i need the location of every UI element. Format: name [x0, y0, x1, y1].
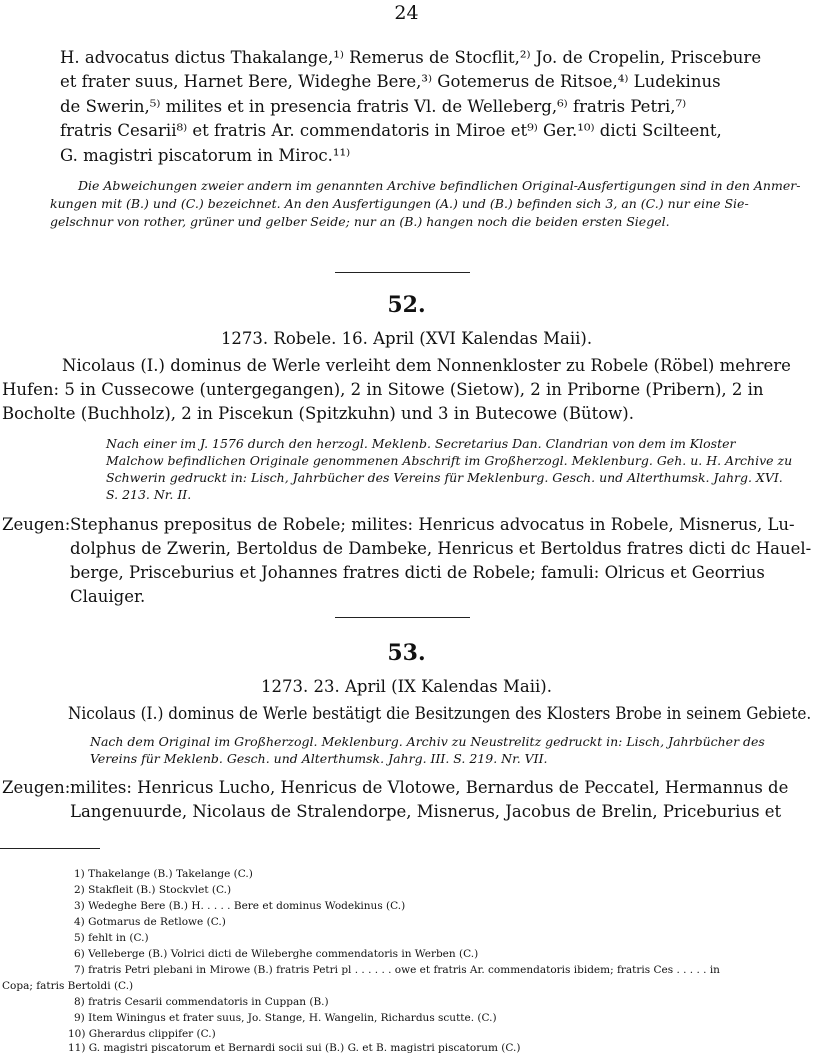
- footnote: 2) Stakfleit (B.) Stockvlet (C.): [74, 884, 232, 896]
- witness-line: berge, Prisceburius et Johannes fratres dicti de Robele; famuli: Olricus et Georrius: [70, 563, 765, 582]
- summary-line: Nicolaus (I.) dominus de Werle verleiht dem Nonnenkloster zu Robele (Röbel) mehrere: [62, 356, 791, 375]
- note-line: Malchow befindlichen Originale genommenen Abschrift im Großherzogl. Meklenburg. Geh. u. H. Archive zu: [106, 453, 793, 468]
- footnote: 7) fratris Petri plebani in Mirowe (B.) fratris Petri pl . . . . . . owe et fratris Ar. commendatoris ibidem; fratris Ces . . . . . in: [74, 964, 720, 976]
- note-line: Vereins für Meklenb. Gesch. und Alterthumsk. Jahrg. III. S. 219. Nr. VII.: [90, 751, 548, 766]
- note-line: gelschnur von rother, grüner und gelber Seide; nur an (B.) hangen noch die beiden ersten Siegel.: [50, 214, 670, 229]
- footnote: 5) fehlt in (C.): [74, 932, 149, 944]
- footnote: 3) Wedeghe Bere (B.) H. . . . . Bere et dominus Wodekinus (C.): [74, 900, 406, 912]
- note-line: Nach dem Original im Großherzogl. Meklenburg. Archiv zu Neustrelitz gedruckt in: Lisch, Jahrbücher des: [90, 734, 765, 749]
- footnote: 1) Thakelange (B.) Takelange (C.): [74, 868, 253, 880]
- witness-line: Clauiger.: [70, 587, 146, 606]
- document-date: 1273. Robele. 16. April (XVI Kalendas Maii).: [220, 329, 593, 348]
- footnote: 4) Gotmarus de Retlowe (C.): [74, 916, 226, 928]
- witness-label: Zeugen:: [2, 778, 71, 797]
- footnote: 10) Gherardus clippifer (C.): [68, 1028, 216, 1040]
- note-line: Schwerin gedruckt in: Lisch, Jahrbücher des Vereins für Meklenburg. Gesch. und Alterthumsk. Jahrg. XVI.: [106, 470, 783, 485]
- document-date: 1273. 23. April (IX Kalendas Maii).: [261, 677, 552, 696]
- witness-line: Stephanus prepositus de Robele; milites: Henricus advocatus in Robele, Misnerus, Lu-: [70, 515, 795, 534]
- page-number: 24: [394, 2, 419, 24]
- summary-line: Hufen: 5 in Cussecowe (untergegangen), 2 in Sitowe (Sietow), 2 in Priborne (Pribern), 2 in: [2, 380, 764, 399]
- witness-label: Zeugen:: [2, 515, 71, 534]
- intro-line: G. magistri piscatorum in Miroc.¹¹⁾: [60, 146, 351, 165]
- intro-line: fratris Cesarii⁸⁾ et fratris Ar. commendatoris in Miroe et⁹⁾ Ger.¹⁰⁾ dicti Scilteent,: [60, 121, 722, 140]
- footnote: 8) fratris Cesarii commendatoris in Cuppan (B.): [74, 996, 329, 1008]
- note-line: Nach einer im J. 1576 durch den herzogl. Meklenb. Secretarius Dan. Clandrian von dem im Kloster: [106, 436, 736, 451]
- witness-line: milites: Henricus Lucho, Henricus de Vlotowe, Bernardus de Peccatel, Hermannus de: [70, 778, 789, 797]
- note-line: Die Abweichungen zweier andern im genannten Archive befindlichen Original-Ausfertigungen sind in den Anmer-: [78, 178, 801, 193]
- witness-line: dolphus de Zwerin, Bertoldus de Dambeke, Henricus et Bertoldus fratres dicti dc Hauel-: [70, 539, 812, 558]
- document-number: 53.: [387, 640, 426, 666]
- document-number: 52.: [387, 292, 426, 318]
- note-line: S. 213. Nr. II.: [106, 487, 192, 502]
- footnote: Copa; fatris Bertoldi (C.): [2, 980, 134, 992]
- intro-line: et frater suus, Harnet Bere, Wideghe Bere,³⁾ Gotemerus de Ritsoe,⁴⁾ Ludekinus: [60, 72, 721, 91]
- note-line: kungen mit (B.) und (C.) bezeichnet. An den Ausfertigungen (A.) und (B.) befinden sich 3, an (C.) nur eine Sie-: [50, 196, 749, 211]
- summary-line: Bocholte (Buchholz), 2 in Piscekun (Spitzkuhn) und 3 in Butecowe (Bütow).: [2, 404, 634, 423]
- witness-line: Langenuurde, Nicolaus de Stralendorpe, Misnerus, Jacobus de Brelin, Priceburius et: [70, 802, 782, 821]
- footnote: 11) G. magistri piscatorum et Bernardi socii sui (B.) G. et B. magistri piscatorum (C.): [68, 1042, 521, 1054]
- footnote: 6) Velleberge (B.) Volrici dicti de Wileberghe commendatoris in Werben (C.): [74, 948, 479, 960]
- footnote-divider: [0, 848, 100, 849]
- footnote: 9) Item Winingus et frater suus, Jo. Stange, H. Wangelin, Richardus scutte. (C.): [74, 1012, 497, 1024]
- section-divider: [335, 617, 470, 618]
- intro-line: de Swerin,⁵⁾ milites et in presencia fratris Vl. de Welleberg,⁶⁾ fratris Petri,⁷⁾: [60, 97, 687, 116]
- intro-line: H. advocatus dictus Thakalange,¹⁾ Remerus de Stocflit,²⁾ Jo. de Cropelin, Priscebure: [60, 48, 762, 67]
- section-divider: [335, 272, 470, 273]
- document-summary: Nicolaus (I.) dominus de Werle bestätigt die Besitzungen des Klosters Brobe in seinem Gebiete.: [68, 704, 812, 723]
